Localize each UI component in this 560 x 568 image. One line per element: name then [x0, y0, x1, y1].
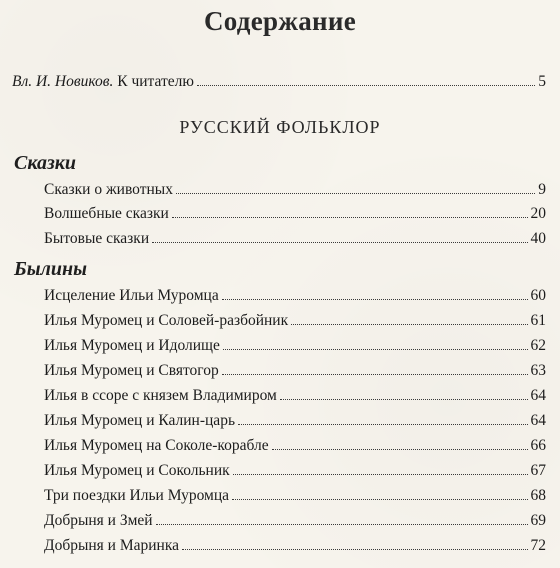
- dot-leader: [197, 85, 535, 86]
- toc-page-number: 62: [530, 337, 546, 354]
- toc-entry[interactable]: [44, 205, 546, 223]
- dot-leader: [238, 424, 527, 425]
- toc-page-number: 67: [530, 462, 546, 479]
- section-heading: РУССКИЙ ФОЛЬКЛОР: [179, 117, 381, 137]
- toc-entry[interactable]: [44, 230, 546, 248]
- toc-page-number: 20: [530, 205, 546, 222]
- toc-entry-label: Илья Муромец и Святогор: [44, 362, 219, 379]
- toc-entry-label: Илья Муромец и Идолище: [44, 337, 220, 354]
- toc-entry[interactable]: [44, 512, 546, 530]
- toc-page-number: 69: [530, 512, 546, 529]
- page-title: Содержание: [203, 6, 357, 36]
- toc-entry-label: Добрыня и Маринка: [44, 537, 180, 554]
- toc-entry-label: Три поездки Ильи Муромца: [44, 487, 230, 504]
- toc-entry[interactable]: [44, 412, 546, 430]
- toc-entry[interactable]: [44, 387, 546, 405]
- toc-page-number: 61: [530, 312, 546, 329]
- toc-entry[interactable]: [44, 287, 546, 305]
- toc-entry[interactable]: [44, 487, 546, 505]
- toc-page-number: 68: [530, 487, 546, 504]
- toc-entry-label: Илья Муромец и Соловей-разбойник: [44, 312, 289, 329]
- toc-page-number: 64: [530, 412, 546, 429]
- dot-leader: [222, 299, 528, 300]
- toc-page-number: 64: [530, 387, 546, 404]
- toc-entry-intro[interactable]: [12, 73, 546, 91]
- toc-entry[interactable]: [44, 537, 546, 555]
- group-heading-byliny: Былины: [14, 258, 87, 280]
- intro-author: Вл. И. Новиков.: [12, 73, 114, 90]
- dot-leader: [223, 349, 528, 350]
- toc-entry[interactable]: [44, 437, 546, 455]
- dot-leader: [233, 474, 528, 475]
- toc-page-number: 66: [530, 437, 546, 454]
- dot-leader: [156, 524, 528, 525]
- toc-entry-label: Добрыня и Змей: [44, 512, 153, 529]
- toc-page-number: 72: [530, 537, 546, 554]
- dot-leader: [272, 449, 528, 450]
- dot-leader: [152, 242, 527, 243]
- toc-entry[interactable]: [44, 362, 546, 380]
- toc-page-number: 60: [530, 287, 546, 304]
- toc-page-number: 40: [530, 230, 546, 247]
- dot-leader: [280, 399, 528, 400]
- dot-leader: [232, 499, 527, 500]
- toc-entry-label: Илья в ссоре с князем Владимиром: [44, 387, 277, 404]
- toc-entry-label: Бытовые сказки: [44, 230, 150, 247]
- toc-page-number: 5: [538, 73, 546, 90]
- intro-text: К читателю: [117, 73, 194, 90]
- group-heading-skazki: Сказки: [14, 152, 77, 174]
- dot-leader: [172, 217, 528, 218]
- toc-entry-label: Илья Муромец на Соколе-корабле: [44, 437, 269, 454]
- dot-leader: [182, 549, 527, 550]
- dot-leader: [291, 324, 527, 325]
- toc-entry-label: Сказки о животных: [44, 181, 173, 198]
- toc-entry-label: [12, 73, 194, 91]
- toc-entry[interactable]: [44, 337, 546, 355]
- toc-entry[interactable]: [44, 462, 546, 480]
- toc-page-number: 9: [538, 181, 546, 198]
- toc-entry[interactable]: [44, 181, 546, 199]
- dot-leader: [222, 374, 528, 375]
- toc-entry-label: Исцеление Ильи Муромца: [44, 287, 219, 304]
- toc-entry-label: Волшебные сказки: [44, 205, 169, 222]
- dot-leader: [176, 193, 535, 194]
- toc-page-number: 63: [530, 362, 546, 379]
- toc-entry[interactable]: [44, 312, 546, 330]
- toc-entry-label: Илья Муромец и Сокольник: [44, 462, 230, 479]
- toc-entry-label: Илья Муромец и Калин-царь: [44, 412, 236, 429]
